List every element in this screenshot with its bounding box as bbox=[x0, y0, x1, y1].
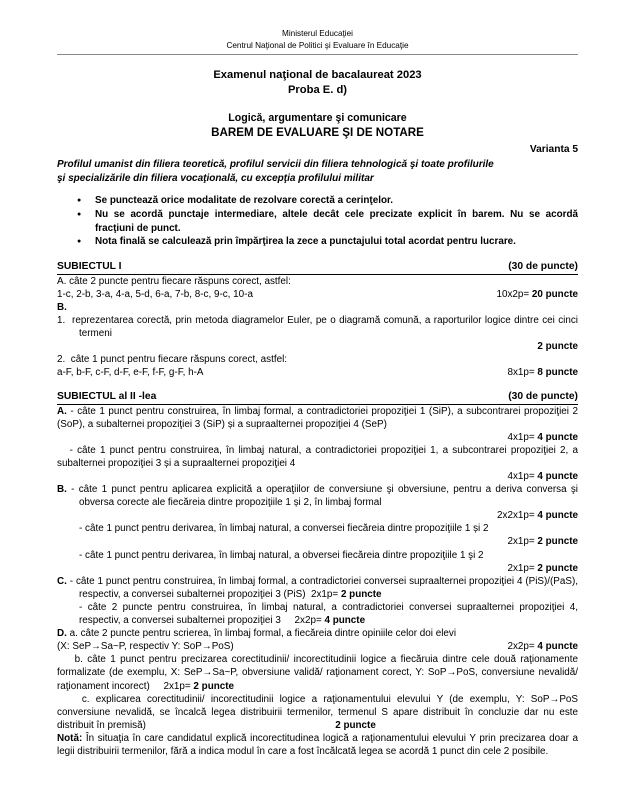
s1-b2-score-value: 8 puncte bbox=[537, 367, 578, 379]
note-item: ● Nota finală se calculează prin împărţirea la zece a punctajului total acordat pentru lucrare. bbox=[77, 235, 578, 249]
s2-nota-item bbox=[57, 732, 578, 758]
s2-a-label: A. bbox=[57, 405, 67, 417]
s1-b-label: B. bbox=[57, 301, 67, 313]
s1-b2-score bbox=[507, 366, 578, 379]
s2-b2-score-prefix: 2x1p= bbox=[507, 536, 538, 548]
s2-a2-score-value: 4 puncte bbox=[537, 471, 578, 482]
document-header bbox=[57, 28, 578, 55]
s1-a-intro: A. câte 2 puncte pentru fiecare răspuns corect, astfel: bbox=[57, 275, 291, 287]
s2-a2-score bbox=[57, 470, 578, 483]
s2-a-score-value: 4 puncte bbox=[537, 431, 578, 443]
s2-b2-score-value: 2 puncte bbox=[537, 536, 578, 548]
exam-proba: Proba E. d) bbox=[287, 83, 348, 96]
s2-a2-score-prefix: 4x1p= bbox=[507, 471, 538, 482]
subject-1-body bbox=[57, 275, 578, 380]
s2-b-score-value: 4 puncte bbox=[537, 510, 578, 522]
subject-2-points: (30 de puncte) bbox=[508, 390, 578, 402]
s2-d-a-score-value: 4 puncte bbox=[537, 641, 578, 653]
s2-d-b-score-prefix: 2x1p= bbox=[163, 680, 194, 692]
s2-a-score bbox=[57, 431, 578, 444]
s2-c2-score-value: 4 puncte bbox=[324, 615, 366, 627]
s2-b-score-prefix: 2x2x1p= bbox=[497, 510, 538, 522]
s2-d-b-text: b. câte 1 punct pentru precizarea corectitudinii/ incorectitudinii logice a fiecăruia dintre cele două raţionamente formalizate (de exemplu, X: SeP→Sa~P, obversiune validă/ raţionament corect, Y: SoP→PoS, conversiune nevalidă/ raţionament incorect) bbox=[57, 654, 578, 692]
subject-2-body bbox=[57, 405, 578, 759]
s2-b3-score-value: 2 puncte bbox=[537, 562, 578, 574]
s2-a-score-prefix: 4x1p= bbox=[507, 431, 538, 443]
s2-d-a-text: a. câte 2 puncte pentru scrierea, în limbaj formal, a fiecăreia dintre opiniile celor doi elevi bbox=[66, 628, 457, 640]
s2-b-item bbox=[57, 483, 578, 509]
s2-d-a-score-prefix: 2x2p= bbox=[507, 641, 538, 653]
s2-c2-item bbox=[57, 601, 578, 627]
s2-nota-label: Notă: bbox=[57, 732, 83, 744]
s2-b3-item bbox=[57, 549, 578, 562]
subject-1-heading: SUBIECTUL I bbox=[57, 260, 122, 272]
s1-b1-item bbox=[57, 314, 578, 340]
s1-b2-answers-row bbox=[57, 366, 578, 379]
exam-title: Examenul naţional de bacalaureat 2023 bbox=[213, 69, 422, 81]
s1-b1-number: 1. bbox=[57, 315, 66, 327]
s2-d-a-formula-row bbox=[57, 640, 578, 653]
s2-d-c-text: c. explicarea corectitudinii/ incorectitudinii logice a raţionamentului elevului Y (de exemplu, Y: SoP→PoS conversiune nevalidă, se încalcă legea distribuirii termenilor, termenul S apare distribuit în concluzie dar nu este distribuit în premisă) bbox=[57, 693, 578, 731]
note-item: ● Se punctează orice modalitate de rezolvare corectă a cerinţelor. bbox=[77, 194, 578, 208]
s2-c-text: - câte 1 punct pentru construirea, în limbaj formal, a contradictoriei conversei supraalternei propoziţiei 4 (PiS)/(PaS), respectiv, a conversei subalternei propoziţiei 3 (PiS) bbox=[66, 575, 578, 600]
subject-2-heading-row bbox=[57, 390, 578, 405]
s2-b-label: B. bbox=[57, 484, 67, 496]
s2-a2-text: - câte 1 punct pentru construirea, în limbaj natural, a contradictoriei propoziţiei 1, a subcontrarei propoziţiei 2, a subalternei propoziţiei 3 și a supraalternei propoziţiei 4 bbox=[57, 444, 578, 469]
s1-b1-score: 2 puncte bbox=[537, 341, 578, 353]
s1-b2-text: câte 1 punct pentru fiecare răspuns corect, astfel: bbox=[70, 354, 288, 366]
subject-1-points: (30 de puncte) bbox=[508, 260, 578, 272]
s2-b-score bbox=[57, 509, 578, 522]
s2-c2-text: - câte 2 puncte pentru construirea, în limbaj natural, a contradictoriei conversei supraalternei propoziţiei 4, respectiv, a conversei subalternei propoziţiei 3 bbox=[79, 601, 578, 627]
header-divider bbox=[57, 54, 578, 55]
s2-c-score-prefix: 2x1p= bbox=[311, 588, 341, 600]
s2-d-c-score-value: 2 puncte bbox=[335, 719, 376, 731]
s1-a-score-prefix: 10x2p= bbox=[496, 288, 532, 300]
s2-b-text: - câte 1 punct pentru aplicarea explicită a operaţiilor de conversiune şi obversiune, pentru a deriva conversa şi obversa corecte ale fiecăreia dintre propoziţiile 1 și 2, în limbaj formal bbox=[66, 484, 578, 509]
subject-1-heading-row bbox=[57, 260, 578, 275]
general-notes-list bbox=[57, 194, 578, 248]
s2-b2-score bbox=[57, 535, 578, 548]
s1-b2-number: 2. bbox=[57, 354, 66, 366]
s2-d-label: D. bbox=[57, 628, 67, 640]
s1-b2-item bbox=[57, 353, 578, 366]
s2-b2-item bbox=[57, 522, 578, 535]
profil-line-2: şi specializările din filiera vocaţională, cu excepţia profilului militar bbox=[57, 173, 374, 185]
s1-b2-score-prefix: 8x1p= bbox=[507, 367, 538, 379]
s2-d-a-formula: (X: SeP→Sa~P, respectiv Y: SoP→PoS) bbox=[57, 641, 234, 653]
s1-a-score bbox=[496, 288, 578, 301]
s2-b3-score bbox=[57, 562, 578, 575]
s2-d-c-item bbox=[57, 693, 578, 732]
s1-b2-answers: a-F, b-F, c-F, d-F, e-F, f-F, g-F, h-A bbox=[57, 367, 204, 379]
s2-c-label: C. bbox=[57, 575, 67, 587]
title-block bbox=[57, 68, 578, 185]
s1-b1-text: reprezentarea corectă, prin metoda diagramelor Euler, pe o diagramă comună, a raporturilor logice dintre cei cinci termeni bbox=[72, 315, 578, 340]
s2-c2-score-prefix: 2x2p= bbox=[294, 615, 325, 627]
s1-a-answers: 1-c, 2-b, 3-a, 4-a, 5-d, 6-a, 7-b, 8-c, 9-c, 10-a bbox=[57, 288, 253, 300]
s2-b2-text: - câte 1 punct pentru derivarea, în limbaj natural, a conversei fiecăreia dintre propoziţiile 1 și 2 bbox=[79, 523, 489, 535]
s2-a-text: - câte 1 punct pentru construirea, în limbaj formal, a contradictoriei propoziţiei 1 (SiP), a subcontrarei propoziţiei 2 (SoP), a subalternei propoziţiei 3 (SiP) și a supraalternei propoziţiei 4 (SeP) bbox=[57, 405, 578, 430]
s2-c-item bbox=[57, 575, 578, 601]
s2-d-a-item bbox=[57, 627, 578, 640]
varianta-label: Varianta 5 bbox=[529, 144, 578, 155]
s2-b3-score-prefix: 2x1p= bbox=[507, 562, 538, 574]
s2-a2-item bbox=[57, 444, 578, 470]
s1-a-score-value: 20 puncte bbox=[531, 288, 578, 300]
profil-line-1: Profilul umanist din filiera teoretică, profilul servicii din filiera tehnologică şi toate profilurile bbox=[57, 159, 494, 170]
s2-nota-text: În situaţia în care candidatul explică incorectitudinea logică a raţionamentului elevului Y prin precizarea doar a legii distribuirii termenilor, fără a indica modul în care a fost încălcată legea se acordă 1 punct din cele 2 posibile. bbox=[57, 732, 578, 757]
subject-2-heading: SUBIECTUL al II -lea bbox=[57, 390, 157, 402]
s2-c-score-value: 2 puncte bbox=[340, 588, 382, 600]
barem-title: BAREM DE EVALUARE ŞI DE NOTARE bbox=[211, 125, 424, 139]
s2-d-a-score bbox=[507, 640, 578, 653]
ministry-line-2: Centrul Naţional de Politici şi Evaluare în Educaţie bbox=[226, 40, 409, 50]
s2-b3-text: - câte 1 punct pentru derivarea, în limbaj natural, a obversei fiecăreia dintre propoziţiile 1 şi 2 bbox=[79, 549, 484, 561]
ministry-line-1: Ministerul Educaţiei bbox=[282, 29, 353, 38]
s2-d-b-item bbox=[57, 653, 578, 692]
s2-d-b-score-value: 2 puncte bbox=[193, 680, 235, 692]
s1-a-answers-row bbox=[57, 288, 578, 301]
note-item: ● Nu se acordă punctaje intermediare, altele decât cele precizate explicit în barem. Nu se acordă fracţiuni de punct. bbox=[77, 208, 578, 235]
s2-a-item bbox=[57, 405, 578, 431]
discipline-title: Logică, argumentare şi comunicare bbox=[228, 112, 407, 124]
